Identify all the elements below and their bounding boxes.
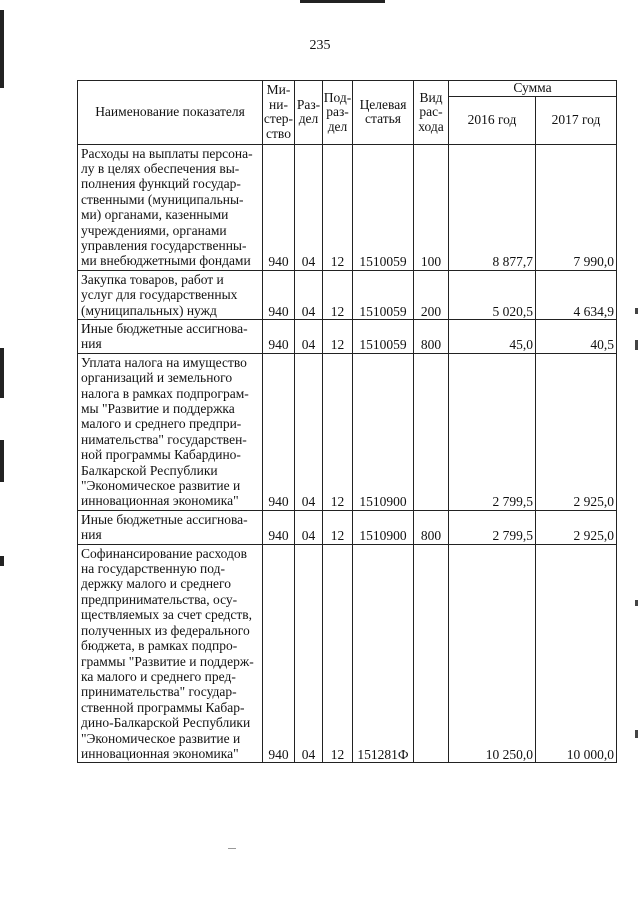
row-target: 151281Ф [353,544,414,763]
row-name: Закупка товаров, работ и услуг для государственных (муниципальных) нужд [78,270,263,319]
header-subsection: Под- раз- дел [323,81,353,145]
row-name: Иные бюджетные ассигнова- ния [78,510,263,544]
header-year-2017: 2017 год [536,96,617,144]
row-target: 1510900 [353,510,414,544]
table-row [78,353,617,510]
right-margin-mark [635,730,638,738]
row-section: 04 [295,270,323,319]
left-margin-mark [0,348,4,398]
header-section: Раз- дел [295,81,323,145]
row-target: 1510900 [353,353,414,510]
row-expense-type: 200 [414,270,449,319]
right-margin-mark [635,600,638,606]
scan-speck [228,848,236,849]
table-row [78,144,617,270]
row-subsection: 12 [323,353,353,510]
row-2017: 10 000,0 [536,544,617,763]
row-name: Софинансирование расходов на государственную под- держку малого и среднего предпринимательства, осу- ществляемых за счет средств, полученных из федерального бюджета, в рамках подпро- граммы "Развитие и поддерж- ка малого и среднего пред- принимательства" государ- ственной программы Кабар- дино-Балкарской Республики "Экономическое развитие и инновационная экономика" [78,544,263,763]
row-subsection: 12 [323,319,353,353]
row-expense-type: 800 [414,319,449,353]
row-subsection: 12 [323,270,353,319]
row-subsection: 12 [323,144,353,270]
top-scan-line [300,0,385,3]
row-section: 04 [295,319,323,353]
row-subsection: 12 [323,510,353,544]
row-2017: 2 925,0 [536,510,617,544]
row-2016: 2 799,5 [449,353,536,510]
row-2017: 2 925,0 [536,353,617,510]
page-number: 235 [309,38,331,53]
header-sum: Сумма [449,81,617,97]
row-2016: 10 250,0 [449,544,536,763]
row-2017: 4 634,9 [536,270,617,319]
row-2016: 45,0 [449,319,536,353]
right-margin-mark [635,308,638,314]
row-name: Расходы на выплаты персона- лу в целях обеспечения вы- полнения функций государ- ственными (муниципальны- ми) органами, казенными учреждениями, органами управления государственны- ми внебюджетными фондами [78,144,263,270]
row-section: 04 [295,544,323,763]
table-row [78,270,617,319]
row-target: 1510059 [353,270,414,319]
row-section: 04 [295,353,323,510]
row-expense-type: 100 [414,144,449,270]
row-2016: 8 877,7 [449,144,536,270]
budget-table [77,80,617,763]
left-margin-mark [0,440,4,482]
row-expense-type: 800 [414,510,449,544]
table-row [78,319,617,353]
row-target: 1510059 [353,144,414,270]
row-ministry: 940 [263,353,295,510]
table-row [78,544,617,763]
row-expense-type [414,544,449,763]
header-expense-type: Вид рас- хода [414,81,449,145]
row-section: 04 [295,510,323,544]
row-2017: 40,5 [536,319,617,353]
row-target: 1510059 [353,319,414,353]
row-name: Иные бюджетные ассигнова- ния [78,319,263,353]
row-ministry: 940 [263,319,295,353]
row-2016: 5 020,5 [449,270,536,319]
table-body [78,144,617,763]
row-ministry: 940 [263,144,295,270]
row-section: 04 [295,144,323,270]
header-name: Наименование показателя [78,81,263,145]
table-row [78,510,617,544]
row-2017: 7 990,0 [536,144,617,270]
row-ministry: 940 [263,544,295,763]
header-target: Целевая статья [353,81,414,145]
row-name: Уплата налога на имущество организаций и земельного налога в рамках подпрограм- мы "Развитие и поддержка малого и среднего предпри- нимательства" государствен- ной программы Кабардино- Балкарской Республики "Экономическое развитие и инновационная экономика" [78,353,263,510]
left-margin-mark [0,556,4,566]
header-ministry: Ми- ни- стер- ство [263,81,295,145]
header-year-2016: 2016 год [449,96,536,144]
right-margin-mark [635,340,638,350]
row-ministry: 940 [263,270,295,319]
row-subsection: 12 [323,544,353,763]
table-header [78,81,617,145]
row-ministry: 940 [263,510,295,544]
row-2016: 2 799,5 [449,510,536,544]
row-expense-type [414,353,449,510]
